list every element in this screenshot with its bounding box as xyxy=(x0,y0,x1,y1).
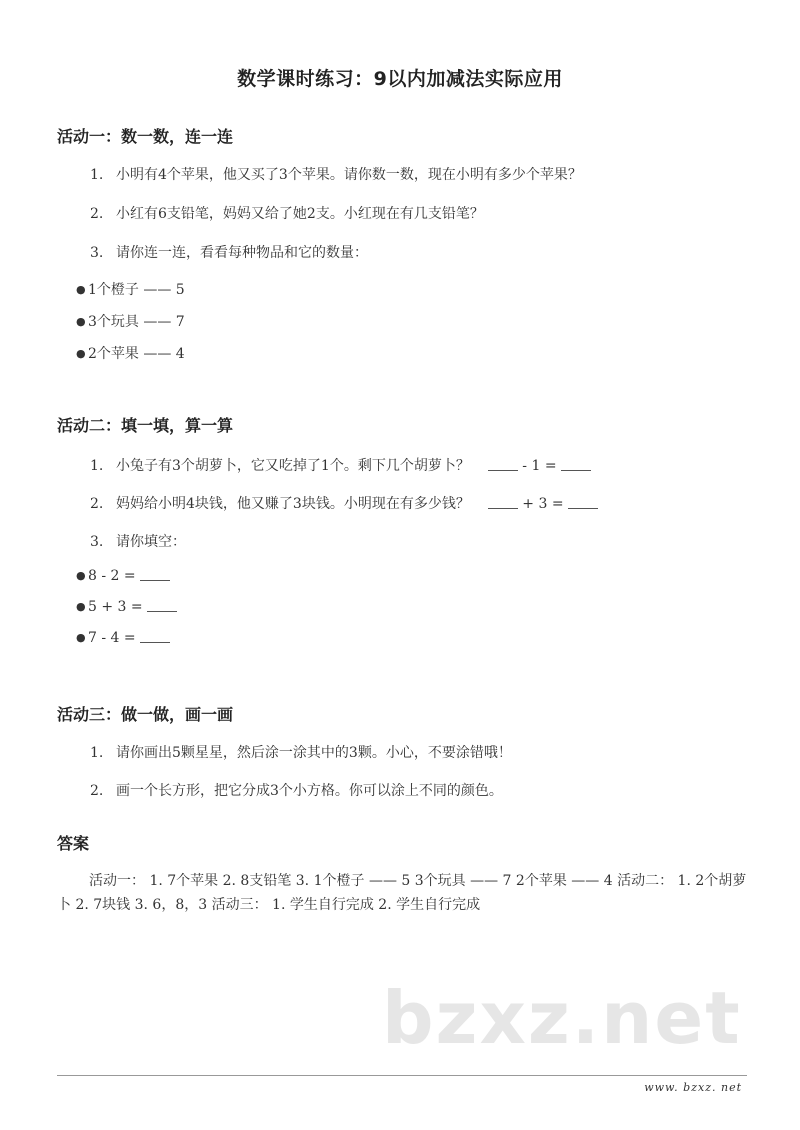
activity2-item-1 xyxy=(90,455,595,475)
bullet-icon: ● xyxy=(76,600,86,613)
footer-url: www. bzxz. net xyxy=(644,1081,742,1094)
bullet-icon: ● xyxy=(76,283,86,296)
activity3-item-1 xyxy=(90,742,512,762)
activity2-item-3 xyxy=(90,531,186,551)
bullet-text: 5 + 3 = xyxy=(88,599,143,615)
answers-text: 活动一： 1. 7个苹果 2. 8支铅笔 3. 1个橙子 —— 5 3个玩具 —— 7 2个苹果 —— 4 活动二： 1. 2个胡萝卜 2. 7块钱 3. 6，8，3 活动三： 1. 学生自行完成 2. 学生自行完成 xyxy=(57,873,747,913)
watermark: bzxz.net xyxy=(382,976,742,1060)
footer-divider xyxy=(57,1075,747,1076)
activity1-bullet-1 xyxy=(76,279,185,299)
item-number: 2. xyxy=(90,783,104,799)
item-number: 3. xyxy=(90,245,104,261)
bullet-icon: ● xyxy=(76,569,86,582)
item-text: 小明有4个苹果，他又买了3个苹果。请你数一数，现在小明有多少个苹果？ xyxy=(116,167,582,183)
bullet-text: 8 - 2 = xyxy=(88,568,136,584)
equation-operator: + 3 = xyxy=(522,496,564,512)
answers-heading: 答案 xyxy=(57,834,90,853)
activity3-heading: 活动三：做一做，画一画 xyxy=(57,705,234,724)
activity3-item-2 xyxy=(90,780,503,800)
answer-blank[interactable] xyxy=(488,496,518,509)
page-title: 数学课时练习：9以内加减法实际应用 xyxy=(237,68,563,90)
equation-operator: - 1 = xyxy=(522,458,557,474)
bullet-text: 1个橙子 —— 5 xyxy=(88,282,185,298)
answer-blank[interactable] xyxy=(140,630,170,643)
bullet-text: 2个苹果 —— 4 xyxy=(88,346,185,362)
item-text: 小红有6支铅笔，妈妈又给了她2支。小红现在有几支铅笔？ xyxy=(116,206,484,222)
item-number: 2. xyxy=(90,206,104,222)
bullet-text: 7 - 4 = xyxy=(88,630,136,646)
item-number: 1. xyxy=(90,745,104,761)
item-text: 妈妈给小明4块钱，他又赚了3块钱。小明现在有多少钱？ xyxy=(116,496,470,512)
activity2-heading: 活动二：填一填，算一算 xyxy=(57,416,234,435)
activity1-item-1 xyxy=(90,164,582,184)
activity1-item-3 xyxy=(90,242,368,262)
activity1-bullet-3 xyxy=(76,343,185,363)
bullet-icon: ● xyxy=(76,315,86,328)
answer-blank[interactable] xyxy=(561,458,591,471)
answer-blank[interactable] xyxy=(488,458,518,471)
item-number: 1. xyxy=(90,167,104,183)
item-number: 2. xyxy=(90,496,104,512)
activity1-item-2 xyxy=(90,203,484,223)
activity2-bullet-3 xyxy=(76,630,174,646)
activity1-heading: 活动一：数一数，连一连 xyxy=(57,127,234,146)
item-number: 1. xyxy=(90,458,104,474)
activity2-item-2 xyxy=(90,493,602,513)
answer-blank[interactable] xyxy=(568,496,598,509)
bullet-icon: ● xyxy=(76,631,86,644)
activity2-bullet-1 xyxy=(76,568,174,584)
item-text: 请你填空： xyxy=(116,534,186,550)
item-text: 请你连一连，看看每种物品和它的数量： xyxy=(116,245,368,261)
answer-blank[interactable] xyxy=(147,599,177,612)
activity2-bullet-2 xyxy=(76,599,181,615)
item-text: 小兔子有3个胡萝卜，它又吃掉了1个。剩下几个胡萝卜？ xyxy=(116,458,470,474)
item-text: 请你画出5颗星星，然后涂一涂其中的3颗。小心，不要涂错哦！ xyxy=(116,745,512,761)
bullet-icon: ● xyxy=(76,347,86,360)
answer-blank[interactable] xyxy=(140,568,170,581)
item-text: 画一个长方形，把它分成3个小方格。你可以涂上不同的颜色。 xyxy=(116,783,503,799)
bullet-text: 3个玩具 —— 7 xyxy=(88,314,185,330)
item-number: 3. xyxy=(90,534,104,550)
activity1-bullet-2 xyxy=(76,311,185,331)
